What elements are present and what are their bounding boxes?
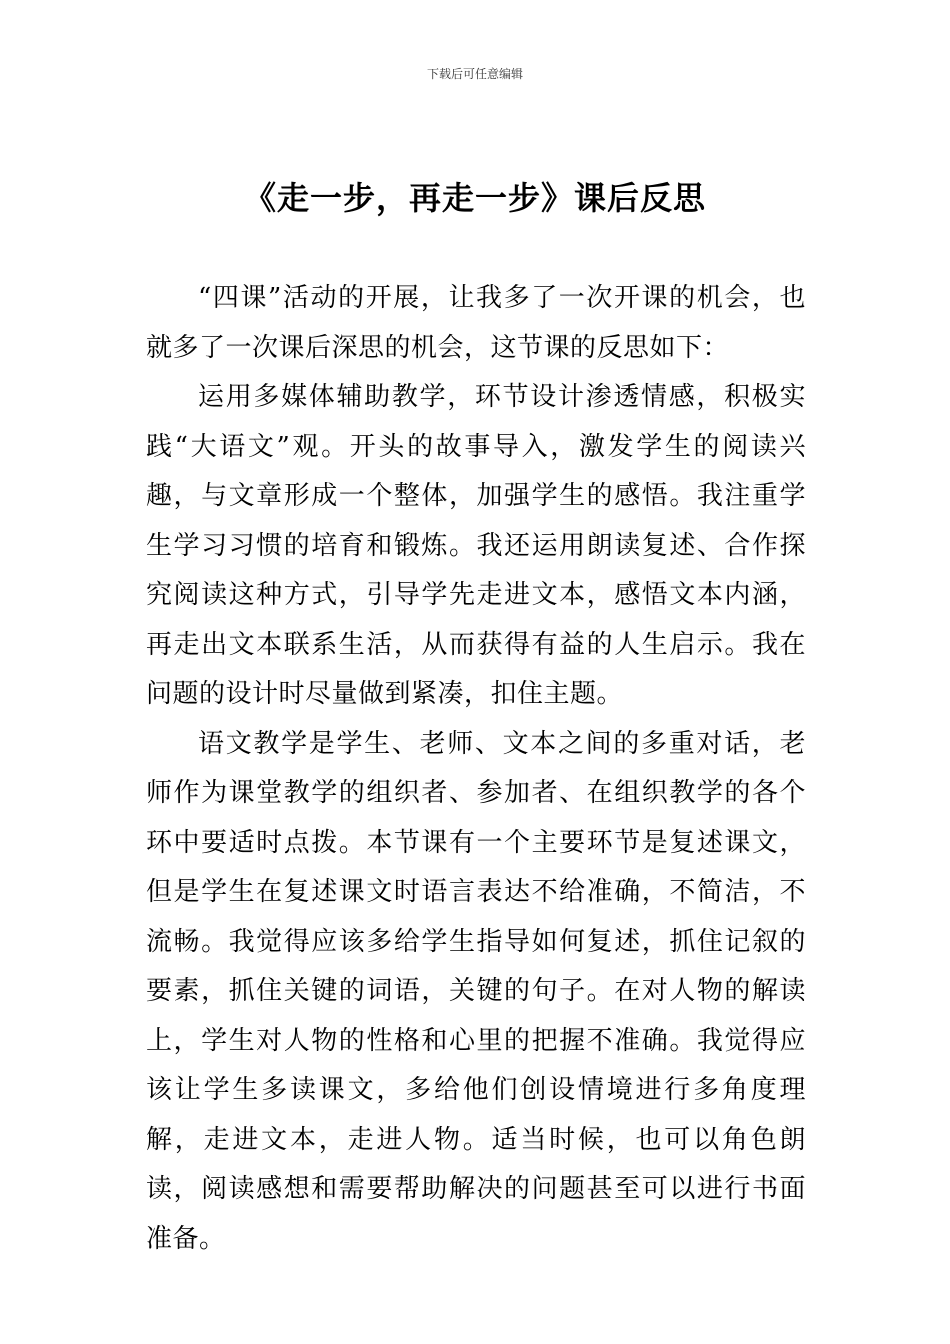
paragraph-intro: “四课”活动的开展，让我多了一次开课的机会，也就多了一次课后深思的机会，这节课的反思如下： [146,283,806,363]
header-note: 下载后可任意编辑 [426,67,523,81]
document-body [146,274,806,1264]
document-title: 《走一步，再走一步》课后反思 [243,179,706,217]
paragraph-reflection: 语文教学是学生、老师、文本之间的多重对话，老师作为课堂教学的组织者、参加者、在组织教学的各个环中要适时点拨。本节课有一个主要环节是复述课文，但是学生在复述课文时语言表达不给准确，不简洁，不流畅。我觉得应该多给学生指导如何复述，抓住记叙的要素，抓住关键的词语，关键的句子。在对人物的解读上，学生对人物的性格和心里的把握不准确。我觉得应该让学生多读课文，多给他们创设情境进行多角度理解，走进文本，走进人物。适当时候，也可以角色朗读，阅读感想和需要帮助解决的问题甚至可以进行书面准备。 [146,728,806,1254]
paragraph-teaching-design: 运用多媒体辅助教学，环节设计渗透情感，积极实践“大语文”观。开头的故事导入，激发学生的阅读兴趣，与文章形成一个整体，加强学生的感悟。我注重学生学习习惯的培育和锻炼。我还运用朗读复述、合作探究阅读这种方式，引导学先走进文本，感悟文本内涵，再走出文本联系生活，从而获得有益的人生启示。我在问题的设计时尽量做到紧凑，扣住主题。 [146,382,806,709]
